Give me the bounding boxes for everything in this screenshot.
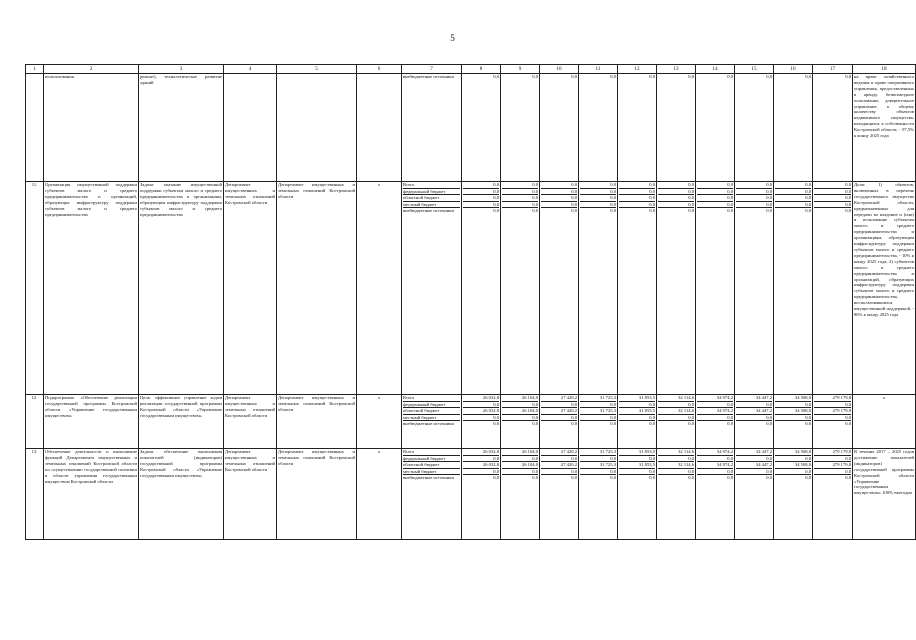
amount-value: 0,0 bbox=[766, 475, 772, 480]
year-amount-cell bbox=[579, 74, 618, 182]
funding-source-label: местный бюджет bbox=[403, 202, 460, 209]
amount-value: 0,0 bbox=[805, 74, 811, 79]
amount-value: 0,0 bbox=[688, 475, 694, 480]
amount-value: 27 420,2 bbox=[541, 408, 577, 415]
amount-value: 0,0 bbox=[463, 456, 499, 463]
amount-value: 34 974,2 bbox=[697, 408, 733, 415]
year-amount-cell bbox=[735, 182, 774, 395]
coexecutor: Департамент имущественных и земельных отношений Костромской области bbox=[277, 449, 357, 540]
amount-value: 0,0 bbox=[532, 208, 538, 213]
measure-name: Организация имущественной поддержки субъектов малого и среднего предпринимательства и организаций, образующих инфраструктуру поддержки субъектов малого и среднего предпринимательства bbox=[44, 182, 139, 395]
year-amount-cell bbox=[657, 182, 696, 395]
year-amount-cell bbox=[540, 182, 579, 395]
year-amount-cell bbox=[657, 395, 696, 449]
measure-name: использования bbox=[44, 74, 139, 182]
amount-value: 0,0 bbox=[541, 402, 577, 409]
funding-sources bbox=[402, 182, 462, 395]
amount-value: 0,0 bbox=[805, 421, 811, 426]
amount-value: 31 725,3 bbox=[580, 408, 616, 415]
year-amount-cell bbox=[735, 74, 774, 182]
measure-name: Подпрограмма «Обеспечение реализации государственной программы Костромской области «Управление государственным имуществом» bbox=[44, 395, 139, 449]
year-amount-cell bbox=[501, 395, 540, 449]
year-amount-cell bbox=[774, 74, 813, 182]
goal-task: Цель: эффективное управление ходом реализации государственной программы Костромской области «Управление государственным имуществом» bbox=[139, 395, 224, 449]
amount-value: 0,0 bbox=[541, 456, 577, 463]
amount-value: 0,0 bbox=[727, 421, 733, 426]
amount-value: 0,0 bbox=[658, 456, 694, 463]
amount-value: 0,0 bbox=[814, 182, 851, 189]
year-amount-cell bbox=[813, 449, 853, 540]
amount-value: 0,0 bbox=[610, 421, 616, 426]
amount-value: 0,0 bbox=[727, 475, 733, 480]
page-number: 5 bbox=[450, 33, 455, 43]
table-row bbox=[26, 182, 916, 395]
funding-source-label: федеральный бюджет bbox=[403, 189, 460, 196]
year-amount-cell bbox=[735, 449, 774, 540]
amount-value: 0,0 bbox=[580, 415, 616, 422]
year-amount-cell bbox=[813, 395, 853, 449]
column-number: 7 bbox=[402, 65, 462, 74]
deadline bbox=[357, 74, 402, 182]
amount-value: 34 974,2 bbox=[697, 449, 733, 456]
amount-value: 34 508,0 bbox=[775, 449, 811, 456]
amount-value: 0,0 bbox=[580, 195, 616, 202]
amount-value: 26 032,8 bbox=[463, 449, 499, 456]
amount-value: 0,0 bbox=[502, 202, 538, 209]
funding-source-label: областной бюджет bbox=[403, 408, 460, 415]
amount-value: 0,0 bbox=[688, 74, 694, 79]
amount-value: 0,0 bbox=[814, 202, 851, 209]
coexecutor: Департамент имущественных и земельных отношений Костромской области bbox=[277, 395, 357, 449]
amount-value: 32 114,6 bbox=[658, 395, 694, 402]
amount-value: 0,0 bbox=[610, 208, 616, 213]
amount-value: 0,0 bbox=[502, 189, 538, 196]
funding-source-label: федеральный бюджет bbox=[403, 456, 460, 463]
amount-value: 0,0 bbox=[805, 475, 811, 480]
amount-value: 0,0 bbox=[697, 202, 733, 209]
measure-name: Обеспечение деятельности и выполнение функций Департамента имущественных и земельных отношений Костромской области по осуществлению государственной политики в области управления государственным имуществом Костромской области bbox=[44, 449, 139, 540]
funding-source-label: областной бюджет bbox=[403, 462, 460, 469]
column-number: 5 bbox=[277, 65, 357, 74]
year-amount-cell bbox=[813, 74, 853, 182]
amount-value: 0,0 bbox=[463, 182, 499, 189]
amount-value: 0,0 bbox=[502, 469, 538, 476]
amount-value: 0,0 bbox=[610, 475, 616, 480]
column-number: 2 bbox=[44, 65, 139, 74]
amount-value: 0,0 bbox=[658, 189, 694, 196]
amount-value: 0,0 bbox=[658, 202, 694, 209]
amount-value: 0,0 bbox=[532, 74, 538, 79]
column-number: 9 bbox=[501, 65, 540, 74]
funding-source-label: внебюджетные источники bbox=[403, 421, 454, 426]
amount-value: 31 853,5 bbox=[619, 395, 655, 402]
year-amount-cell bbox=[618, 449, 657, 540]
expected-result: В течение 2017 – 2025 годов достижение показателей (индикаторов) государственной программы Костромской области «Управление государственным имуществом» 100% ежегодно bbox=[853, 449, 916, 540]
amount-value: 34 447,2 bbox=[736, 408, 772, 415]
amount-value: 0,0 bbox=[580, 189, 616, 196]
row-number: 13. bbox=[26, 449, 44, 540]
amount-value: 0,0 bbox=[766, 421, 772, 426]
amount-value: 0,0 bbox=[697, 182, 733, 189]
year-amount-cell bbox=[657, 449, 696, 540]
coexecutor: Департамент имущественных и земельных отношений Костромской области bbox=[277, 182, 357, 395]
amount-value: 0,0 bbox=[775, 202, 811, 209]
amount-value: 31 853,5 bbox=[619, 462, 655, 469]
column-number: 15 bbox=[735, 65, 774, 74]
amount-value: 279 179,8 bbox=[814, 408, 851, 415]
amount-value: 0,0 bbox=[697, 415, 733, 422]
column-number: 16 bbox=[774, 65, 813, 74]
amount-value: 0,0 bbox=[845, 475, 851, 480]
row-number bbox=[26, 74, 44, 182]
amount-value: 0,0 bbox=[619, 415, 655, 422]
amount-value: 31 725,3 bbox=[580, 449, 616, 456]
executor bbox=[224, 74, 277, 182]
amount-value: 0,0 bbox=[580, 202, 616, 209]
amount-value: 0,0 bbox=[580, 456, 616, 463]
amount-value: 34 447,2 bbox=[736, 449, 772, 456]
amount-value: 0,0 bbox=[775, 189, 811, 196]
amount-value: 0,0 bbox=[493, 208, 499, 213]
amount-value: 0,0 bbox=[775, 402, 811, 409]
amount-value: 0,0 bbox=[580, 469, 616, 476]
amount-value: 0,0 bbox=[845, 74, 851, 79]
funding-sources bbox=[402, 395, 462, 449]
funding-sources bbox=[402, 74, 462, 182]
table-row bbox=[26, 395, 916, 449]
amount-value: 0,0 bbox=[571, 74, 577, 79]
amount-value: 0,0 bbox=[775, 415, 811, 422]
amount-value: 0,0 bbox=[493, 421, 499, 426]
amount-value: 0,0 bbox=[805, 208, 811, 213]
amount-value: 0,0 bbox=[736, 456, 772, 463]
amount-value: 0,0 bbox=[619, 402, 655, 409]
year-amount-cell bbox=[696, 182, 735, 395]
deadline: x bbox=[357, 449, 402, 540]
amount-value: 0,0 bbox=[580, 402, 616, 409]
amount-value: 0,0 bbox=[814, 456, 851, 463]
column-number-row bbox=[26, 65, 916, 74]
deadline: x bbox=[357, 182, 402, 395]
year-amount-cell bbox=[657, 74, 696, 182]
amount-value: 0,0 bbox=[463, 402, 499, 409]
amount-value: 32 114,6 bbox=[658, 462, 694, 469]
amount-value: 0,0 bbox=[845, 208, 851, 213]
funding-source-label: областной бюджет bbox=[403, 195, 460, 202]
column-number: 10 bbox=[540, 65, 579, 74]
year-amount-cell bbox=[579, 395, 618, 449]
executor: Департамент имущественных и земельных отношений Костромской области bbox=[224, 449, 277, 540]
amount-value: 34 974,2 bbox=[697, 395, 733, 402]
program-table bbox=[25, 64, 916, 540]
expected-result: Доля: 1) объектов, включенных в перечень государственного имущества Костромской области, предназначенных для передачи во владение и (или) в пользование субъектам малого и среднего предпринимательства и организациям, образующим инфраструктуру поддержки субъектов малого и среднего предпринимательства, - 10% к концу 2025 года; 2) субъектов малого и среднего предпринимательства и организаций, образующих инфраструктуру поддержки субъектов малого и среднего предпринимательства, воспользовавшихся имущественной поддержкой, - 80% к концу 2025 года bbox=[853, 182, 916, 395]
year-amount-cell bbox=[462, 449, 501, 540]
coexecutor bbox=[277, 74, 357, 182]
row-number: 11. bbox=[26, 182, 44, 395]
column-number: 18 bbox=[853, 65, 916, 74]
amount-value: 0,0 bbox=[736, 182, 772, 189]
amount-value: 0,0 bbox=[580, 182, 616, 189]
amount-value: 34 974,2 bbox=[697, 462, 733, 469]
amount-value: 0,0 bbox=[619, 189, 655, 196]
amount-value: 0,0 bbox=[658, 469, 694, 476]
amount-value: 0,0 bbox=[463, 415, 499, 422]
funding-source-label: федеральный бюджет bbox=[403, 402, 460, 409]
amount-value: 0,0 bbox=[736, 189, 772, 196]
amount-value: 26 104,0 bbox=[502, 462, 538, 469]
year-amount-cell bbox=[501, 74, 540, 182]
amount-value: 31 725,3 bbox=[580, 462, 616, 469]
amount-value: 0,0 bbox=[775, 195, 811, 202]
amount-value: 0,0 bbox=[649, 475, 655, 480]
goal-task: Задача: обеспечение выполнения показателей (индикаторов) государственной программы Костромской области «Управление государственным имуществом» bbox=[139, 449, 224, 540]
year-amount-cell bbox=[618, 182, 657, 395]
year-amount-cell bbox=[696, 449, 735, 540]
amount-value: 0,0 bbox=[766, 208, 772, 213]
amount-value: 27 420,2 bbox=[541, 395, 577, 402]
year-amount-cell bbox=[462, 395, 501, 449]
amount-value: 0,0 bbox=[814, 195, 851, 202]
amount-value: 0,0 bbox=[775, 469, 811, 476]
funding-sources bbox=[402, 449, 462, 540]
amount-value: 0,0 bbox=[571, 475, 577, 480]
amount-value: 0,0 bbox=[541, 415, 577, 422]
goal-task: ремонт), технологическое развитие зданий bbox=[139, 74, 224, 182]
amount-value: 0,0 bbox=[658, 195, 694, 202]
column-number: 1 bbox=[26, 65, 44, 74]
amount-value: 0,0 bbox=[532, 421, 538, 426]
amount-value: 0,0 bbox=[688, 421, 694, 426]
funding-source-label: Всего bbox=[403, 449, 460, 456]
amount-value: 0,0 bbox=[619, 182, 655, 189]
amount-value: 0,0 bbox=[541, 469, 577, 476]
amount-value: 0,0 bbox=[493, 475, 499, 480]
amount-value: 26 104,0 bbox=[502, 395, 538, 402]
amount-value: 27 420,2 bbox=[541, 449, 577, 456]
amount-value: 0,0 bbox=[697, 189, 733, 196]
amount-value: 0,0 bbox=[502, 182, 538, 189]
amount-value: 0,0 bbox=[502, 402, 538, 409]
amount-value: 34 447,2 bbox=[736, 395, 772, 402]
amount-value: 0,0 bbox=[619, 469, 655, 476]
column-number: 6 bbox=[357, 65, 402, 74]
amount-value: 0,0 bbox=[502, 195, 538, 202]
amount-value: 279 179,8 bbox=[814, 449, 851, 456]
table-row bbox=[26, 74, 916, 182]
column-number: 3 bbox=[139, 65, 224, 74]
amount-value: 279 179,8 bbox=[814, 395, 851, 402]
funding-source-label: внебюджетные источники bbox=[403, 475, 454, 480]
amount-value: 0,0 bbox=[736, 469, 772, 476]
year-amount-cell bbox=[696, 74, 735, 182]
column-number: 14 bbox=[696, 65, 735, 74]
amount-value: 26 104,0 bbox=[502, 449, 538, 456]
amount-value: 0,0 bbox=[619, 195, 655, 202]
amount-value: 0,0 bbox=[736, 402, 772, 409]
expected-result: x bbox=[853, 395, 916, 449]
amount-value: 0,0 bbox=[697, 456, 733, 463]
funding-source-label: местный бюджет bbox=[403, 415, 460, 422]
amount-value: 0,0 bbox=[502, 415, 538, 422]
table-body bbox=[26, 65, 916, 540]
year-amount-cell bbox=[540, 395, 579, 449]
year-amount-cell bbox=[540, 74, 579, 182]
year-amount-cell bbox=[579, 182, 618, 395]
amount-value: 0,0 bbox=[463, 189, 499, 196]
amount-value: 0,0 bbox=[571, 208, 577, 213]
amount-value: 0,0 bbox=[736, 415, 772, 422]
amount-value: 34 508,0 bbox=[775, 395, 811, 402]
executor: Департамент имущественных и земельных отношений Костромской области bbox=[224, 182, 277, 395]
amount-value: 0,0 bbox=[610, 74, 616, 79]
year-amount-cell bbox=[774, 449, 813, 540]
amount-value: 0,0 bbox=[541, 195, 577, 202]
amount-value: 0,0 bbox=[697, 402, 733, 409]
amount-value: 0,0 bbox=[541, 189, 577, 196]
column-number: 4 bbox=[224, 65, 277, 74]
amount-value: 0,0 bbox=[727, 208, 733, 213]
amount-value: 0,0 bbox=[697, 469, 733, 476]
column-number: 13 bbox=[657, 65, 696, 74]
amount-value: 0,0 bbox=[845, 421, 851, 426]
amount-value: 0,0 bbox=[493, 74, 499, 79]
amount-value: 27 420,2 bbox=[541, 462, 577, 469]
amount-value: 0,0 bbox=[541, 202, 577, 209]
amount-value: 31 725,3 bbox=[580, 395, 616, 402]
amount-value: 34 508,0 bbox=[775, 408, 811, 415]
year-amount-cell bbox=[579, 449, 618, 540]
executor: Департамент имущественных и земельных отношений Костромской области bbox=[224, 395, 277, 449]
amount-value: 0,0 bbox=[697, 195, 733, 202]
amount-value: 34 508,0 bbox=[775, 462, 811, 469]
year-amount-cell bbox=[462, 74, 501, 182]
amount-value: 26 032,8 bbox=[463, 408, 499, 415]
amount-value: 0,0 bbox=[766, 74, 772, 79]
amount-value: 0,0 bbox=[532, 475, 538, 480]
amount-value: 0,0 bbox=[541, 182, 577, 189]
funding-source-label: внебюджетные источники bbox=[403, 74, 454, 79]
year-amount-cell bbox=[813, 182, 853, 395]
deadline: x bbox=[357, 395, 402, 449]
column-number: 12 bbox=[618, 65, 657, 74]
year-amount-cell bbox=[501, 182, 540, 395]
column-number: 8 bbox=[462, 65, 501, 74]
amount-value: 26 032,8 bbox=[463, 462, 499, 469]
amount-value: 26 032,8 bbox=[463, 395, 499, 402]
year-amount-cell bbox=[540, 449, 579, 540]
amount-value: 0,0 bbox=[619, 202, 655, 209]
amount-value: 0,0 bbox=[502, 456, 538, 463]
amount-value: 32 114,6 bbox=[658, 408, 694, 415]
amount-value: 0,0 bbox=[775, 456, 811, 463]
amount-value: 26 104,0 bbox=[502, 408, 538, 415]
year-amount-cell bbox=[501, 449, 540, 540]
year-amount-cell bbox=[618, 395, 657, 449]
amount-value: 0,0 bbox=[649, 74, 655, 79]
amount-value: 279 179,8 bbox=[814, 462, 851, 469]
funding-source-label: Всего bbox=[403, 182, 460, 189]
year-amount-cell bbox=[735, 395, 774, 449]
amount-value: 0,0 bbox=[727, 74, 733, 79]
amount-value: 31 853,5 bbox=[619, 408, 655, 415]
year-amount-cell bbox=[774, 182, 813, 395]
funding-source-label: местный бюджет bbox=[403, 469, 460, 476]
funding-source-label: внебюджетные источники bbox=[403, 208, 454, 213]
table-row bbox=[26, 449, 916, 540]
amount-value: 0,0 bbox=[775, 182, 811, 189]
amount-value: 0,0 bbox=[736, 202, 772, 209]
amount-value: 31 853,5 bbox=[619, 449, 655, 456]
row-number: 12. bbox=[26, 395, 44, 449]
expected-result: на праве хозяйственного ведения и праве оперативного управления, предоставленных в аренду, безвозмездное пользование, доверительное управление, к общему количеству объектов недвижимого имущества, находящихся в собственности Костромской области, - 97,5% к концу 2025 года bbox=[853, 74, 916, 182]
amount-value: 0,0 bbox=[814, 415, 851, 422]
amount-value: 0,0 bbox=[463, 195, 499, 202]
amount-value: 0,0 bbox=[814, 469, 851, 476]
amount-value: 0,0 bbox=[658, 415, 694, 422]
amount-value: 0,0 bbox=[688, 208, 694, 213]
amount-value: 0,0 bbox=[658, 182, 694, 189]
year-amount-cell bbox=[462, 182, 501, 395]
amount-value: 32 114,6 bbox=[658, 449, 694, 456]
amount-value: 0,0 bbox=[658, 402, 694, 409]
column-number: 17 bbox=[813, 65, 853, 74]
amount-value: 0,0 bbox=[814, 402, 851, 409]
funding-source-label: Всего bbox=[403, 395, 460, 402]
amount-value: 0,0 bbox=[619, 456, 655, 463]
amount-value: 0,0 bbox=[814, 189, 851, 196]
amount-value: 0,0 bbox=[649, 208, 655, 213]
amount-value: 0,0 bbox=[463, 202, 499, 209]
year-amount-cell bbox=[618, 74, 657, 182]
column-number: 11 bbox=[579, 65, 618, 74]
amount-value: 0,0 bbox=[463, 469, 499, 476]
amount-value: 34 447,2 bbox=[736, 462, 772, 469]
year-amount-cell bbox=[696, 395, 735, 449]
year-amount-cell bbox=[774, 395, 813, 449]
amount-value: 0,0 bbox=[571, 421, 577, 426]
amount-value: 0,0 bbox=[736, 195, 772, 202]
goal-task: Задача: оказание имущественной поддержки субъектам малого и среднего предпринимательства и организациям, образующим инфраструктуру поддержки субъектов малого и среднего предпринимательства bbox=[139, 182, 224, 395]
amount-value: 0,0 bbox=[649, 421, 655, 426]
